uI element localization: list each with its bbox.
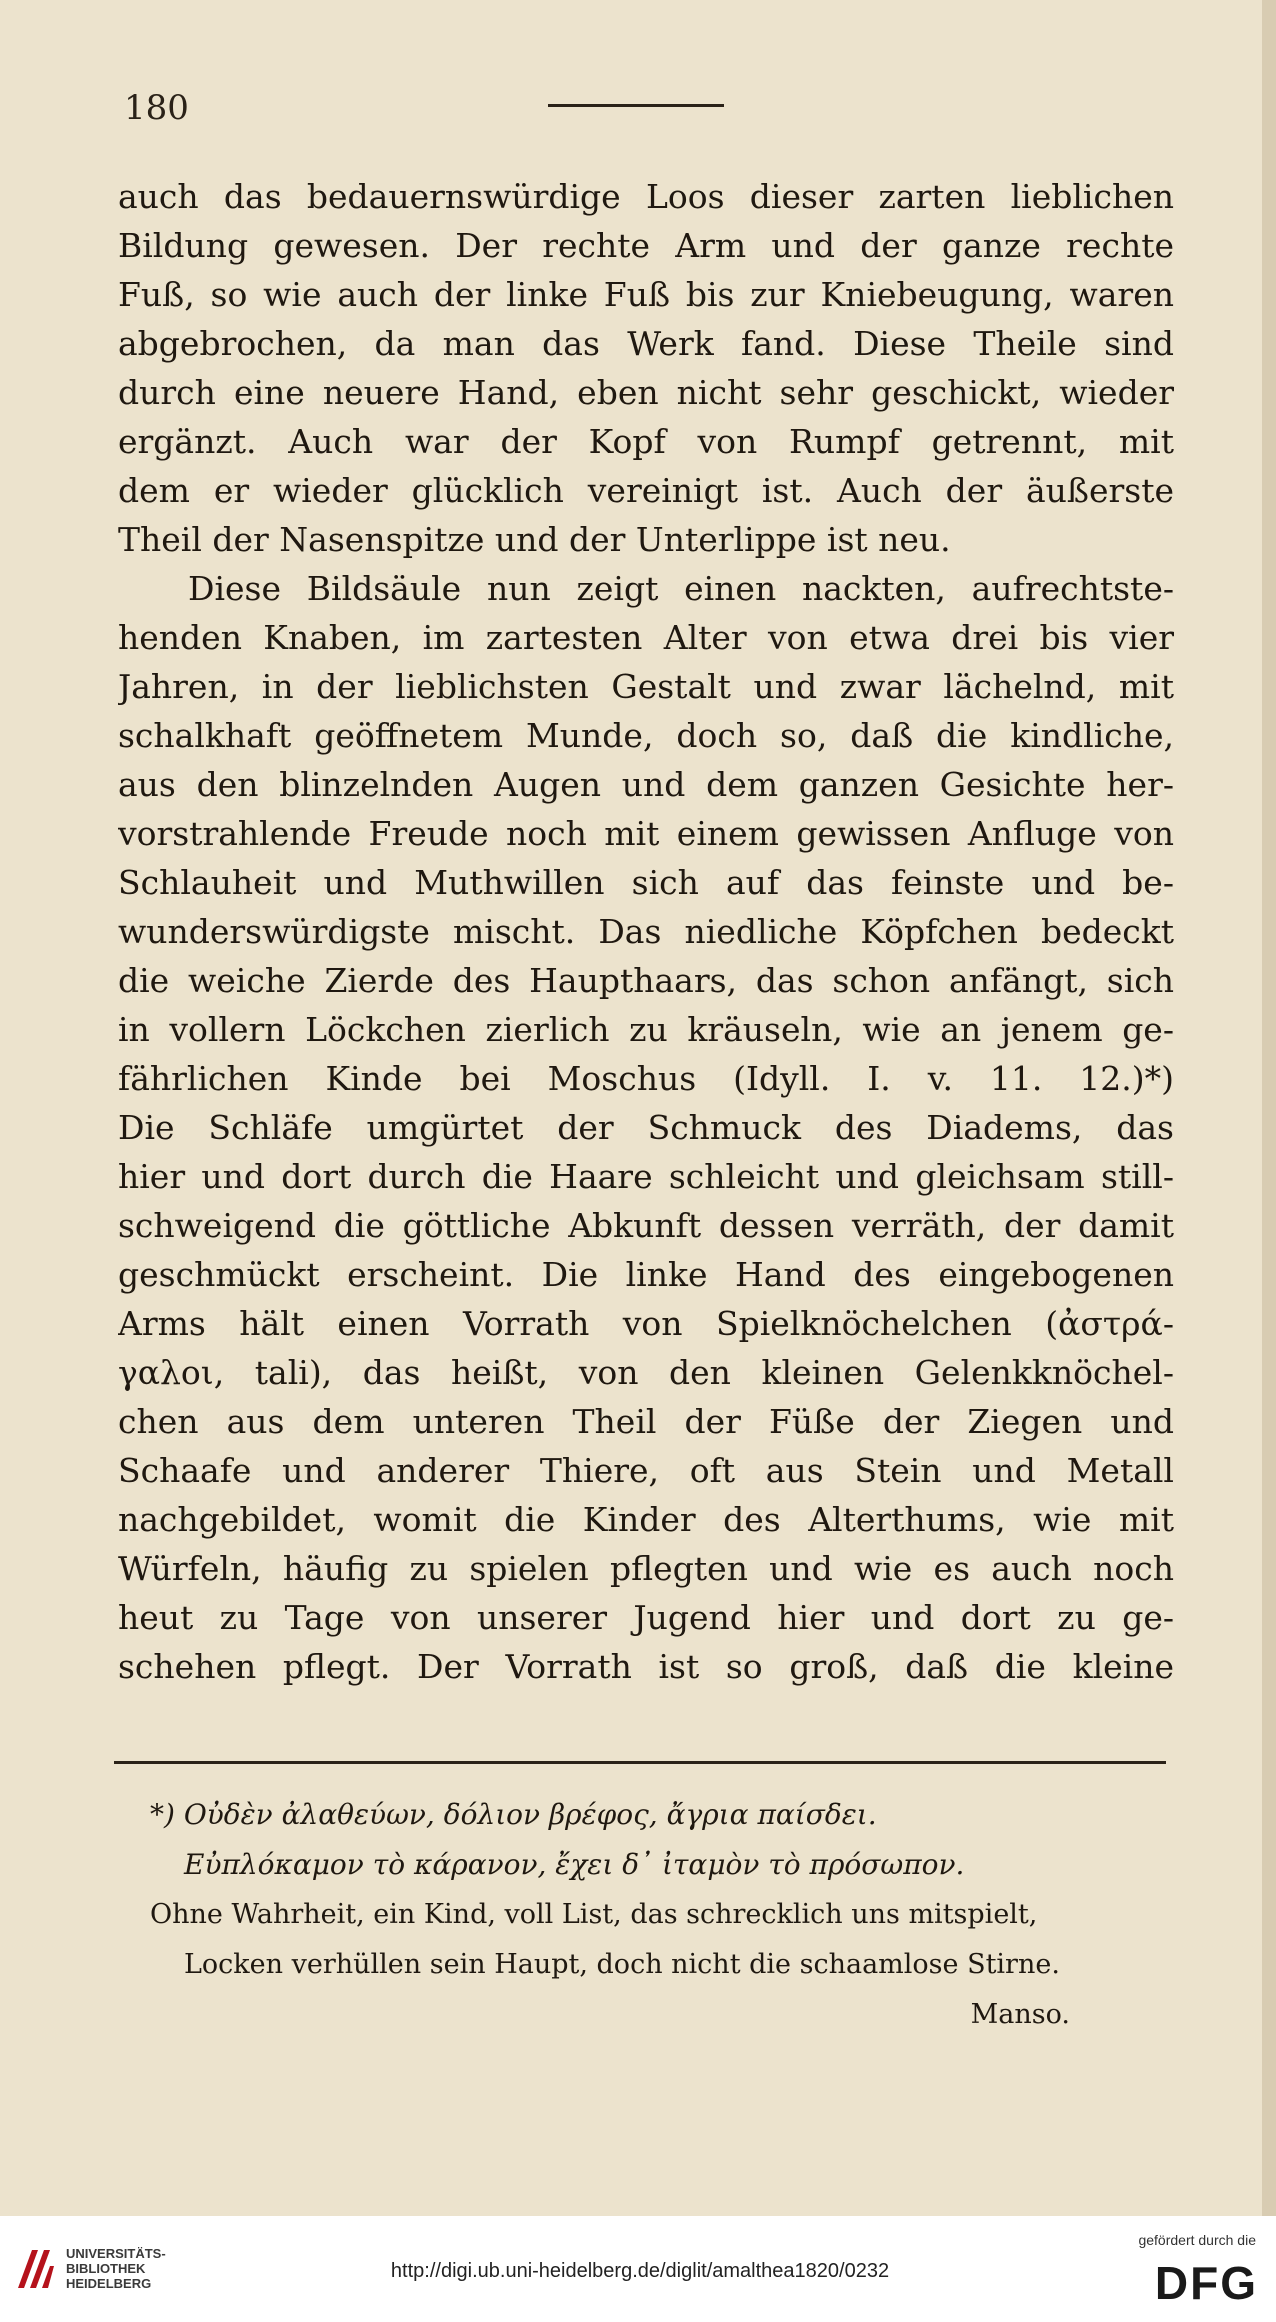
footnote-rule bbox=[114, 1761, 1166, 1764]
permalink-url[interactable]: http://digi.ub.uni-heidelberg.de/diglit/amalthea1820/0232 bbox=[390, 2260, 890, 2282]
text-line: Arms hält einen Vorrath von Spielknöchelchen (ἀστρά- bbox=[118, 1304, 1174, 1343]
text-line: Jahren, in der lieblichsten Gestalt und zwar lächelnd, mit bbox=[118, 667, 1174, 706]
library-name: UNIVERSITÄTS- BIBLIOTHEK HEIDELBERG bbox=[66, 2246, 166, 2291]
viewer-footer bbox=[0, 2216, 1276, 2322]
text-line: wunderswürdigste mischt. Das niedliche Köpfchen bedeckt bbox=[118, 912, 1174, 951]
text-line: Bildung gewesen. Der rechte Arm und der ganze rechte bbox=[118, 226, 1174, 265]
text-line: Fuß, so wie auch der linke Fuß bis zur Kniebeugung, waren bbox=[118, 275, 1174, 314]
text-line: Schaafe und anderer Thiere, oft aus Stein und Metall bbox=[118, 1451, 1174, 1490]
text-line: schweigend die göttliche Abkunft dessen verräth, der damit bbox=[118, 1206, 1174, 1245]
text-line: fährlichen Kinde bei Moschus (Idyll. I. v. 11. 12.)*) bbox=[118, 1059, 1174, 1098]
text-line: Schlauheit und Muthwillen sich auf das feinste und be- bbox=[118, 863, 1174, 902]
text-line: vorstrahlende Freude noch mit einem gewissen Anfluge von bbox=[118, 814, 1174, 853]
text-line: chen aus dem unteren Theil der Füße der Ziegen und bbox=[118, 1402, 1174, 1441]
text-line: aus den blinzelnden Augen und dem ganzen Gesichte her- bbox=[118, 765, 1174, 804]
text-line: Diese Bildsäule nun zeigt einen nackten, aufrechtste- bbox=[188, 569, 1174, 608]
footnote-greek-line: *) Οὐδὲν ἀλαθεύων, δόλιον βρέφος, ἄγρια παίσδει. bbox=[150, 1798, 877, 1831]
text-line: abgebrochen, da man das Werk fand. Diese Theile sind bbox=[118, 324, 1174, 363]
text-line: schehen pflegt. Der Vorrath ist so groß, daß die kleine bbox=[118, 1647, 1174, 1686]
header-rule bbox=[548, 104, 724, 107]
footnote-translation-line: Ohne Wahrheit, ein Kind, voll List, das schrecklich uns mitspielt, bbox=[150, 1899, 1038, 1930]
footnote-translation-line: Locken verhüllen sein Haupt, doch nicht die schaamlose Stirne. bbox=[184, 1949, 1060, 1980]
text-line: in vollern Löckchen zierlich zu kräuseln, wie an jenem ge- bbox=[118, 1010, 1174, 1049]
text-line: henden Knaben, im zartesten Alter von etwa drei bis vier bbox=[118, 618, 1174, 657]
text-line: schalkhaft geöffnetem Munde, doch so, daß die kindliche, bbox=[118, 716, 1174, 755]
text-line: γαλοι, tali), das heißt, von den kleinen Gelenkknöchel- bbox=[118, 1353, 1174, 1392]
text-line: Die Schläfe umgürtet der Schmuck des Diadems, das bbox=[118, 1108, 1174, 1147]
university-library-logo-icon[interactable] bbox=[14, 2244, 56, 2292]
body-text bbox=[118, 172, 1174, 1691]
text-line: auch das bedauernswürdige Loos dieser zarten lieblichen bbox=[118, 177, 1174, 216]
dfg-logo[interactable]: DFG bbox=[1154, 2257, 1258, 2309]
funding-caption: gefördert durch die bbox=[1138, 2232, 1256, 2248]
text-line: heut zu Tage von unserer Jugend hier und dort zu ge- bbox=[118, 1598, 1174, 1637]
text-line: nachgebildet, womit die Kinder des Alterthums, wie mit bbox=[118, 1500, 1174, 1539]
text-line: Würfeln, häufig zu spielen pflegten und wie es auch noch bbox=[118, 1549, 1174, 1588]
text-line: geschmückt erscheint. Die linke Hand des eingebogenen bbox=[118, 1255, 1174, 1294]
text-line: durch eine neuere Hand, eben nicht sehr geschickt, wieder bbox=[118, 373, 1174, 412]
footnote-signature: Manso. bbox=[970, 1999, 1070, 2030]
footnote bbox=[150, 1790, 1130, 2040]
text-line: ergänzt. Auch war der Kopf von Rumpf getrennt, mit bbox=[118, 422, 1174, 461]
text-line: hier und dort durch die Haare schleicht und gleichsam still- bbox=[118, 1157, 1174, 1196]
text-line: Theil der Nasenspitze und der Unterlippe ist neu. bbox=[118, 520, 951, 559]
page-number: 180 bbox=[124, 88, 189, 128]
text-line: dem er wieder glücklich vereinigt ist. Auch der äußerste bbox=[118, 471, 1174, 510]
text-line: die weiche Zierde des Haupthaars, das schon anfängt, sich bbox=[118, 961, 1174, 1000]
footnote-greek-line: Εὐπλόκαμον τὸ κάρανον, ἔχει δ᾽ ἰταμὸν τὸ πρόσωπον. bbox=[184, 1848, 965, 1881]
